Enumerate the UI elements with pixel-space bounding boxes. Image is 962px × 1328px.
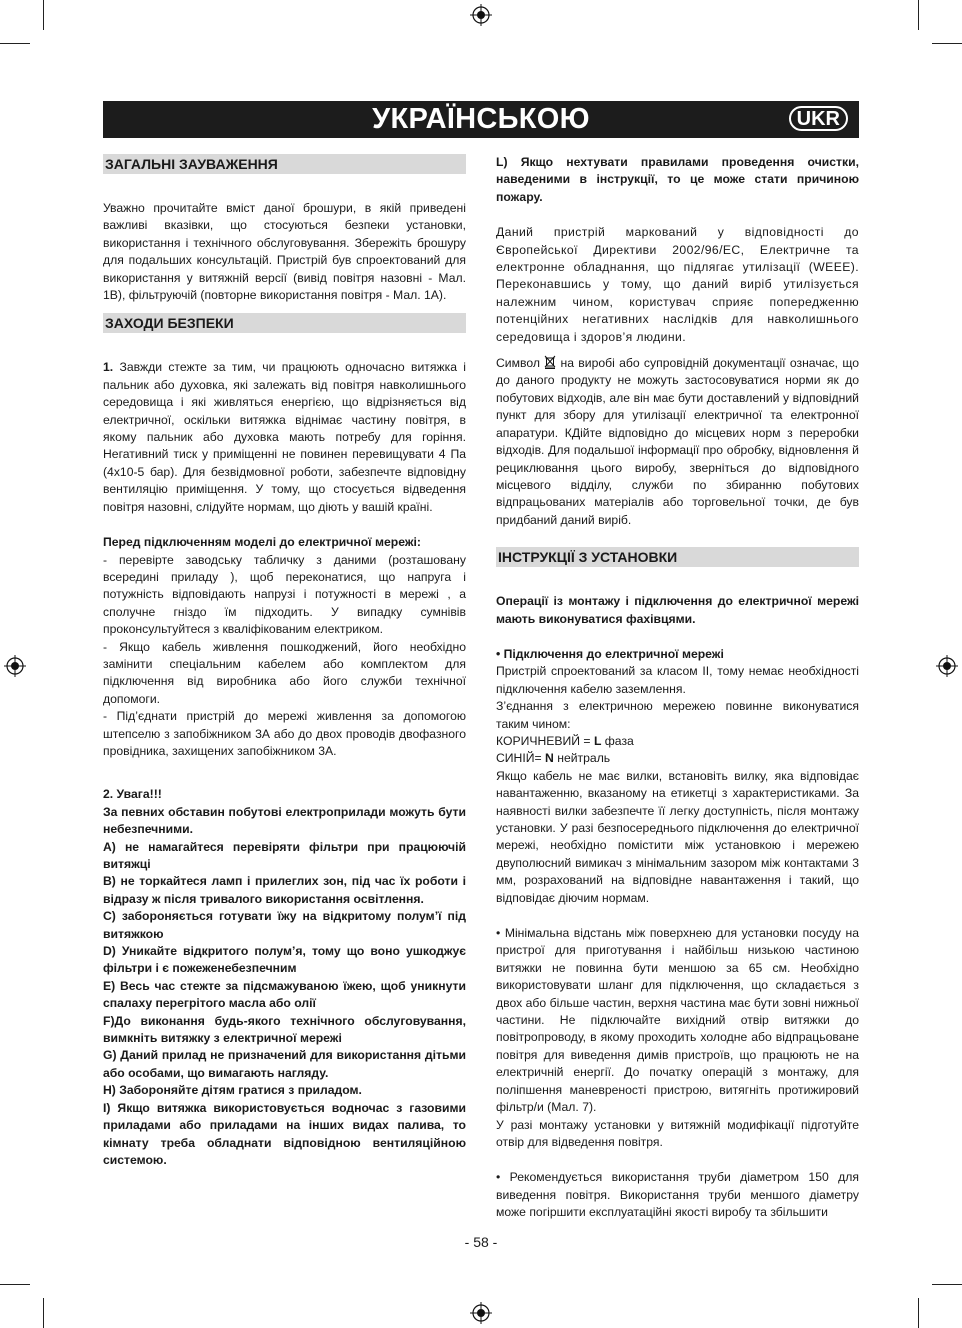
electrical-paragraph: З’єднання з електричною мережею повинне виконуватися таким чином:: [496, 699, 859, 731]
crop-mark: [43, 1298, 44, 1328]
crop-mark: [0, 1284, 30, 1285]
crop-mark: [43, 0, 44, 30]
right-column: [496, 154, 859, 1222]
warning-item: I) Якщо витяжка використовується водночас з газовими приладами або приладами на інших видах палива, то кімнату треба обладнати відповідною вентиляційною системою.: [103, 1100, 466, 1167]
warning-item: L) Якщо нехтувати правилами проведення очистки, наведеними в інструкції, то це може стати причиною пожару.: [496, 155, 859, 204]
language-header: [103, 101, 859, 138]
wire-brown-desc: фаза: [604, 733, 634, 748]
pipe-paragraph: • Рекомендується використання труби діаметром 150 для виведення повітря. Використання труби меншого діаметру може погіршити експлуатаційні якості виробу та збільшити: [496, 1170, 859, 1220]
wire-brown: [496, 733, 859, 750]
crop-mark: [918, 0, 919, 30]
connection-item: - Під’єднати пристрій до мережі живлення за допомогою штепселю з запобіжником 3А або до двох проводів двофазного провідника, захищених запобіжником 3А.: [103, 709, 466, 758]
crop-mark: [932, 1284, 962, 1285]
connection-item: - перевірте заводську табличку з даними (розташовану всередині приладу ), щоб переконатися, що напруга і потужність відповідають напрузі і потужності в мережі , а сполучне гніздо їм підходить. У випадку сумнівів проконсультуйтеся з кваліфікованим електриком.: [103, 552, 466, 637]
language-badge: UKR: [789, 106, 848, 131]
registration-mark-icon: [470, 1302, 492, 1324]
warning-item: C) забороняється готувати їжу на відкритому полум’ї під витяжкою: [103, 909, 466, 941]
wire-blue: [496, 750, 859, 767]
wire-brown-label: КОРИЧНЕВИЙ =: [496, 733, 591, 748]
electrical-connection-heading: • Підключення до електричної мережі: [496, 646, 724, 661]
registration-mark-icon: [4, 655, 26, 677]
warning-item: D) Уникайте відкритого полум’я, тому що воно ушкоджує фільтри і є пожеженебезпечним: [103, 944, 466, 976]
wire-blue-label: СИНІЙ=: [496, 751, 542, 766]
warning-item: F)До виконання будь-якого технічного обслуговування, вимкніть витяжку з електричної мережі: [103, 1013, 466, 1046]
section-heading-safety: ЗАХОДИ БЕЗПЕКИ: [103, 313, 466, 333]
page-title: УКРАЇНСЬКОЮ: [372, 103, 590, 135]
installation-intro: Операції із монтажу і підключення до електричної мережі мають виконуватися фахівцями.: [496, 594, 859, 626]
wire-blue-desc: нейтраль: [557, 751, 611, 766]
left-column: [103, 154, 466, 1169]
weee-symbol-text: на виробі або супровідній документації означає, що до даного продукту не можуть застосовуватися норми як до побутових відходів, але він має бути доставлений у відповідний пункт для збору для утилізації електричної та електронної апаратури. КДійте відповідно до місцевих норм з переробки відходів. Для подальшої інформації про обробку, відновлення й рециклювання цього виробу, зверніться до відповідного місцевого відділу, служби по збиранню побутових відпрацьованих матеріалів або торговельної точки, де був придбаний даний виріб.: [496, 356, 859, 527]
wire-blue-code: N: [545, 751, 554, 766]
weee-paragraph: Даний пристрій маркований у відповідності до Європейської Директиви 2002/96/EC, Електричне та електронне обладнання, що підлягає утилізації (WEEE). Переконавшись у тому, що даний виріб утилізується належним чином, користувач сприяє попередженню потенційних негативних наслідків для навколишнього середовища і здоров’я людини.: [496, 225, 859, 344]
weee-symbol-paragraph: [496, 355, 859, 529]
safety-paragraph-1: [103, 359, 466, 516]
item-number: 1.: [103, 360, 114, 375]
connection-item: - Якщо кабель живлення пошкоджений, його необхідно замінити спеціальним кабелем або комплектом для підключення від виробника або його служби технічної допомоги.: [103, 639, 466, 706]
warning-item: G) Даний прилад не призначений для використання дітьми або особами, що вимагають нагляду.: [103, 1048, 466, 1080]
general-notes-text: Уважно прочитайте вміст даної брошури, в якій приведені важливі вказівки, що стосуються безпеки установки, використання і технічного обслуговування. Збережіть брошуру для подальших консультацій. Пристрій був спроектований для використання у витяжній версії (вивід повітря назовні - Мал. 1B), фільтруючій (повторне використання повітря - Мал. 1A).: [103, 201, 466, 303]
electrical-paragraph: Якщо кабель не має вилки, встановіть вилку, яка відповідає навантаженню, вказаному на етикетці з характеристиками. За наявності вилки забезпечте її легку доступність, після монтажу установки. У разі безпосереднього підключення до електричної мережі, необхідно помістити між установкою і мережею двуполюсний вимикач з мінімальним зазором між контактами 3 мм, розрахований на відповідне навантаження і такий, що відповідає діючим нормам.: [496, 768, 859, 905]
warning-item: E) Весь час стежте за підсмажуваною їжею, щоб уникнути спалаху перегрітого масла або олії: [103, 978, 466, 1011]
connection-heading: Перед підключенням моделі до електричної мережі:: [103, 535, 421, 550]
warning-item: A) не намагайтеся перевіряти фільтри при працюючій витяжці: [103, 839, 466, 871]
crossed-bin-icon: [544, 355, 556, 369]
wire-brown-code: L: [593, 733, 602, 748]
electrical-paragraph: Пристрій спроектований за класом II, тому немає необхідності підключення кабелю заземлення.: [496, 664, 859, 696]
page-number: - 58 -: [464, 1234, 498, 1250]
distance-paragraph: • Мінімальна відстань між поверхнею для установки посуду на пристрої для приготування і найбільш низькою частиною витяжки не повинна бути меншою за 65 см. Необхідно використовувати шланг для підключення, що складається з двох або більше частин, верхня частина має бути зовні нижньої частини. Не підключайте вихідний отвір витяжки до повітропроводу, в якому проходить холодне або відпрацьоване повітря для виведення димів пристроїв, що працюють не на електричній енергії. До початку операцій з монтажу, для поліпшення маневреності пристрою, витягніть протижировий фільтр/и (Мал. 7).: [496, 926, 859, 1115]
warning-item: H) Забороняйте дітям гратися з приладом.: [103, 1083, 362, 1098]
section-heading-installation: ІНСТРУКЦІЇ З УСТАНОВКИ: [496, 547, 859, 567]
distance-paragraph: У разі монтажу установки у витяжній модифікації підготуйте отвір для відведення повітря.: [496, 1117, 859, 1149]
crop-mark: [918, 1298, 919, 1328]
warning-intro: За певних обставин побутові електроприлади можуть бути небезпечними.: [103, 804, 466, 837]
warning-item: B) не торкайтеся ламп і прилеглих зон, під час їх роботи і відразу ж після тривалого використання освітлення.: [103, 874, 466, 906]
crop-mark: [932, 43, 962, 44]
section-heading-general: ЗАГАЛЬНІ ЗАУВАЖЕННЯ: [103, 154, 466, 174]
safety-paragraph-1-text: Завжди стежте за тим, чи працюють одночасно витяжка і пальник або духовка, які залежать від повітря навколишнього середовища і які живляться енергією, що відрізняється від електричної, оскільки витяжка віднімає частину повітря, в якому пальник або духовка мають потребу для горіння. Негативний тиск у приміщенні не повинен перевищувати 4 Па (4x10-5 бар). Для безвідмовної роботи, забезпечте відповідну вентиляцію приміщення. У тому, що стосується відведення повітря назовні, слідуйте нормам, що діють у вашій країні.: [103, 360, 466, 514]
weee-symbol-label: Символ: [496, 356, 540, 371]
registration-mark-icon: [470, 4, 492, 26]
registration-mark-icon: [936, 655, 958, 677]
crop-mark: [0, 43, 30, 44]
warning-title: 2. Увага!!!: [103, 787, 162, 802]
